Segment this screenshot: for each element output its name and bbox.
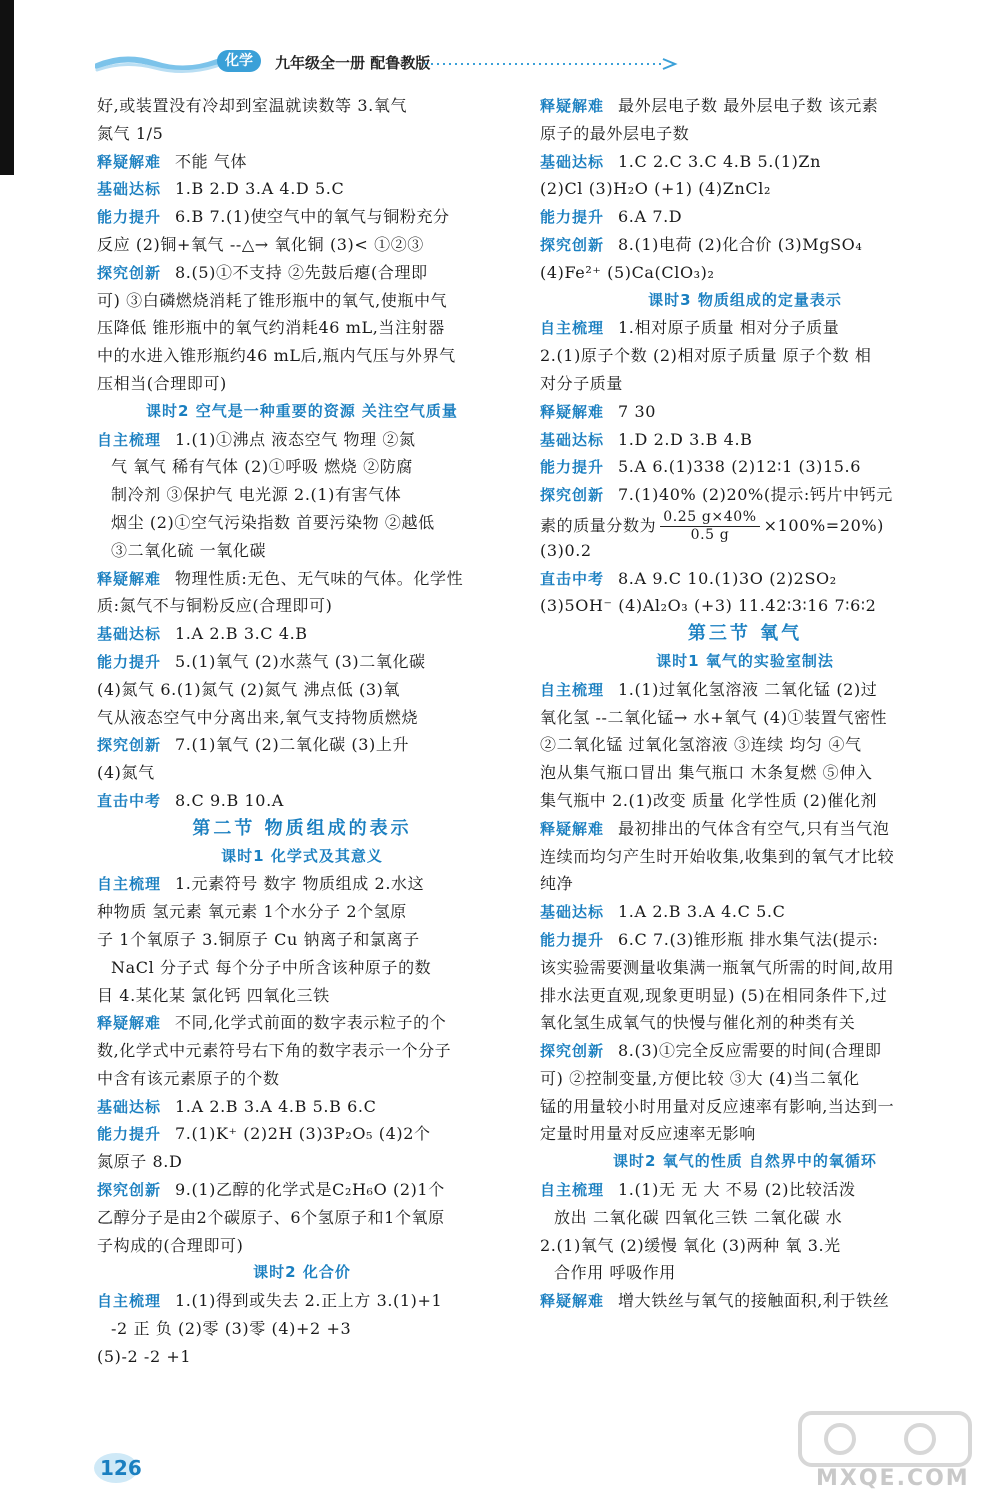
answer-line bbox=[540, 704, 950, 732]
answer-text: 1.(1)过氧化氢溶液 二氧化锰 (2)过 bbox=[618, 679, 878, 699]
category-label: 能力提升 bbox=[540, 458, 605, 477]
answer-line bbox=[540, 203, 950, 231]
answer-line bbox=[97, 898, 507, 926]
answer-text: 中含有该元素原子的个数 bbox=[97, 1068, 280, 1088]
lesson-heading: 课时2 化合价 bbox=[253, 1263, 351, 1282]
answer-text: 8.A 9.C 10.(1)3O (2)2SO₂ bbox=[618, 568, 837, 588]
answer-line bbox=[97, 1343, 507, 1371]
answer-text: -2 正 负 (2)零 (3)零 (4)+2 +3 bbox=[111, 1319, 352, 1339]
answer-line bbox=[540, 314, 950, 342]
fraction-numerator: 0.25 g×40% bbox=[660, 509, 759, 527]
answer-line bbox=[540, 954, 950, 982]
category-label: 基础达标 bbox=[97, 1097, 162, 1116]
answer-text: 1.A 2.B 3.C 4.B bbox=[175, 624, 308, 644]
answer-line bbox=[97, 481, 507, 509]
answer-text: 1.D 2.D 3.B 4.B bbox=[618, 429, 753, 449]
answer-text: 8.C 9.B 10.A bbox=[175, 790, 284, 810]
answer-text: 物理性质:无色、无气味的气体。化学性 bbox=[175, 568, 464, 588]
answer-line bbox=[540, 370, 950, 398]
answer-line bbox=[97, 259, 507, 287]
answer-line bbox=[97, 592, 507, 620]
lesson-heading: 课时3 物质组成的定量表示 bbox=[648, 290, 842, 309]
section-heading: 第二节 物质组成的表示 bbox=[192, 817, 412, 839]
answer-line bbox=[540, 676, 950, 704]
answer-line bbox=[540, 731, 950, 759]
category-label: 基础达标 bbox=[540, 430, 605, 449]
answer-line bbox=[540, 508, 950, 543]
answer-text: 7.(1)K⁺ (2)2H (3)3P₂O₅ (4)2个 bbox=[175, 1124, 431, 1144]
category-label: 释疑解难 bbox=[540, 819, 605, 838]
answer-text: 素的质量分数为 bbox=[540, 515, 657, 535]
page-header bbox=[95, 44, 695, 84]
category-label: 自主梳理 bbox=[97, 1292, 162, 1311]
answer-text: 6.B 7.(1)使空气中的氧气与铜粉充分 bbox=[175, 207, 450, 227]
lesson-heading: 课时1 氧气的实验室制法 bbox=[656, 651, 834, 670]
answer-text: 8.(5)①不支持 ②先鼓后瘪(合理即 bbox=[175, 262, 428, 282]
answer-line bbox=[540, 481, 950, 509]
answer-line bbox=[97, 148, 507, 176]
answer-text: 该实验需要测量收集满一瓶氧气所需的时间,故用 bbox=[540, 957, 895, 977]
answer-text: 5.A 6.(1)338 (2)12∶1 (3)15.6 bbox=[618, 457, 862, 477]
answer-line bbox=[540, 1009, 950, 1037]
answer-text: 泡从集气瓶口冒出 集气瓶口 木条复燃 ⑤伸入 bbox=[540, 763, 873, 783]
answer-line bbox=[97, 731, 507, 759]
answer-line bbox=[540, 870, 950, 898]
answer-text: 子构成的(合理即可) bbox=[97, 1235, 244, 1255]
answer-text: 质:氮气不与铜粉反应(合理即可) bbox=[97, 596, 333, 616]
answer-line bbox=[97, 1204, 507, 1232]
fraction bbox=[660, 509, 759, 544]
left-answer-column bbox=[97, 92, 507, 1371]
category-label: 释疑解难 bbox=[540, 1292, 605, 1311]
header-dotted-arrow bbox=[425, 58, 685, 70]
answer-text: 集气瓶中 2.(1)改变 质量 化学性质 (2)催化剂 bbox=[540, 790, 878, 810]
answer-text: 合作用 呼吸作用 bbox=[554, 1263, 676, 1283]
answer-line bbox=[97, 1287, 507, 1315]
page-number-text: 126 bbox=[100, 1456, 142, 1480]
answer-line bbox=[540, 926, 950, 954]
category-label: 释疑解难 bbox=[97, 1014, 162, 1033]
category-label: 释疑解难 bbox=[97, 569, 162, 588]
answer-text: 目 4.某化某 氯化钙 四氧化三铁 bbox=[97, 985, 330, 1005]
answer-text: 排水法更直观,现象更明显) (5)在相同条件下,过 bbox=[540, 985, 888, 1005]
answer-text: 2.(1)氧气 (2)缓慢 氧化 (3)两种 氧 3.光 bbox=[540, 1235, 841, 1255]
answer-text: ②二氧化锰 过氧化氢溶液 ③连续 均匀 ④气 bbox=[540, 735, 862, 755]
answer-text: (5)-2 -2 +1 bbox=[97, 1346, 192, 1366]
answer-line bbox=[540, 1037, 950, 1065]
answer-text: (2)Cl (3)H₂O (+1) (4)ZnCl₂ bbox=[540, 179, 771, 199]
answer-text: 氮气 1/5 bbox=[97, 123, 164, 143]
answer-text: 1.A 2.B 3.A 4.B 5.B 6.C bbox=[175, 1096, 377, 1116]
answer-line bbox=[97, 1232, 507, 1260]
answer-text: 7 30 bbox=[618, 401, 657, 421]
answer-text: 放出 二氧化碳 四氧化三铁 二氧化碳 水 bbox=[554, 1207, 843, 1227]
answer-line bbox=[97, 120, 507, 148]
answer-text: 好,或装置没有冷却到室温就读数等 3.氧气 bbox=[97, 96, 408, 115]
answer-text: 反应 (2)铜+氧气 --△→ 氧化铜 (3)< ①②③ bbox=[97, 234, 424, 254]
answer-text: 氧化氢 --二氧化锰→ 水+氧气 (4)①装置气密性 bbox=[540, 707, 888, 727]
answer-line bbox=[97, 203, 507, 231]
answer-line bbox=[540, 148, 950, 176]
answer-line bbox=[540, 398, 950, 426]
answer-line bbox=[97, 565, 507, 593]
answer-text: 8.(3)①完全反应需要的时间(合理即 bbox=[618, 1041, 882, 1061]
answer-text: (3)0.2 bbox=[540, 540, 592, 560]
answer-line bbox=[97, 1065, 507, 1093]
category-label: 自主梳理 bbox=[97, 430, 162, 449]
section-heading: 第三节 氧气 bbox=[687, 623, 803, 645]
answer-line bbox=[540, 120, 950, 148]
category-label: 直击中考 bbox=[97, 791, 162, 810]
answer-text: 9.(1)乙醇的化学式是C₂H₆O (2)1个 bbox=[175, 1180, 445, 1200]
answer-line bbox=[97, 926, 507, 954]
category-label: 直击中考 bbox=[540, 569, 605, 588]
answer-line bbox=[97, 370, 507, 398]
answer-text: 可) ②控制变量,方便比较 ③大 (4)当二氧化 bbox=[540, 1068, 860, 1088]
answer-text: 子 1个氧原子 3.铜原子 Cu 钠离子和氯离子 bbox=[97, 929, 420, 949]
answer-line bbox=[97, 231, 507, 259]
answer-line bbox=[540, 426, 950, 454]
answer-text: (4)氮气 6.(1)氮气 (2)氮气 沸点低 (3)氧 bbox=[97, 679, 401, 699]
answer-text: 种物质 氢元素 氧元素 1个水分子 2个氢原 bbox=[97, 902, 407, 922]
answer-text: 1.C 2.C 3.C 4.B 5.(1)Zn bbox=[618, 151, 822, 171]
category-label: 自主梳理 bbox=[540, 680, 605, 699]
answer-line bbox=[97, 787, 507, 815]
answer-line bbox=[97, 1315, 507, 1343]
answer-text: 气 氧气 稀有气体 (2)①呼吸 燃烧 ②防腐 bbox=[111, 457, 413, 477]
answer-text: 增大铁丝与氧气的接触面积,利于铁丝 bbox=[618, 1291, 890, 1311]
answer-text: 对分子质量 bbox=[540, 373, 624, 393]
answer-line bbox=[540, 1120, 950, 1148]
answer-text: 7.(1)40% (2)20%(提示:钙片中钙元 bbox=[618, 485, 893, 505]
answer-line bbox=[97, 1037, 507, 1065]
fraction-denominator: 0.5 g bbox=[690, 526, 730, 543]
answer-text: 最外层电子数 最外层电子数 该元素 bbox=[618, 96, 879, 115]
lesson-heading: 课时1 化学式及其意义 bbox=[221, 846, 383, 865]
lesson-heading: 课时2 氧气的性质 自然界中的氧循环 bbox=[613, 1152, 877, 1171]
answer-text: 数,化学式中元素符号右下角的数字表示一个分子 bbox=[97, 1041, 452, 1061]
lesson-heading: 课时2 空气是一种重要的资源 关注空气质量 bbox=[146, 401, 458, 420]
answer-line bbox=[540, 815, 950, 843]
answer-line bbox=[97, 453, 507, 481]
answer-line bbox=[540, 759, 950, 787]
answer-line bbox=[540, 787, 950, 815]
category-label: 基础达标 bbox=[97, 180, 162, 199]
answer-text: 氮原子 8.D bbox=[97, 1152, 183, 1172]
answer-line bbox=[540, 843, 950, 871]
answer-line bbox=[540, 1176, 950, 1204]
answer-line bbox=[97, 954, 507, 982]
answer-line bbox=[540, 453, 950, 481]
answer-text: (4)氮气 bbox=[97, 763, 155, 783]
answer-text: 1.相对原子质量 相对分子质量 bbox=[618, 318, 840, 338]
answer-line bbox=[540, 592, 950, 620]
answer-line bbox=[97, 759, 507, 787]
category-label: 能力提升 bbox=[540, 208, 605, 227]
answer-line bbox=[540, 231, 950, 259]
category-label: 探究创新 bbox=[540, 1042, 605, 1061]
answer-line bbox=[540, 898, 950, 926]
answer-text: 1.(1)①沸点 液态空气 物理 ②氮 bbox=[175, 429, 416, 449]
answer-line bbox=[97, 509, 507, 537]
answer-text: NaCl 分子式 每个分子中所含该种原子的数 bbox=[111, 957, 432, 977]
answer-text: 原子的最外层电子数 bbox=[540, 123, 690, 143]
answer-line bbox=[97, 537, 507, 565]
answer-text: 1.元素符号 数字 物质组成 2.水这 bbox=[175, 874, 425, 894]
answer-text: 最初排出的气体含有空气,只有当气泡 bbox=[618, 818, 890, 838]
answer-line bbox=[540, 342, 950, 370]
category-label: 释疑解难 bbox=[540, 402, 605, 421]
answer-text: 定量时用量对反应速率无影响 bbox=[540, 1124, 756, 1144]
answer-text: 6.A 7.D bbox=[618, 207, 683, 227]
answer-line bbox=[540, 92, 950, 120]
answer-line bbox=[97, 620, 507, 648]
answer-line bbox=[540, 982, 950, 1010]
answer-text: 1.(1)得到或失去 2.正上方 3.(1)+1 bbox=[175, 1291, 443, 1311]
answer-line bbox=[540, 1093, 950, 1121]
answer-text: ③二氧化硫 一氧化碳 bbox=[111, 540, 267, 560]
answer-line bbox=[97, 342, 507, 370]
category-label: 基础达标 bbox=[540, 903, 605, 922]
answer-text: 7.(1)氧气 (2)二氧化碳 (3)上升 bbox=[175, 735, 410, 755]
category-label: 能力提升 bbox=[97, 652, 162, 671]
category-label: 探究创新 bbox=[97, 1181, 162, 1200]
watermark-text: MXQE.COM bbox=[816, 1466, 970, 1491]
answer-line bbox=[97, 287, 507, 315]
category-label: 探究创新 bbox=[97, 736, 162, 755]
page-number bbox=[94, 1450, 140, 1486]
answer-line bbox=[97, 1009, 507, 1037]
answer-text: 不能 气体 bbox=[175, 151, 248, 171]
answer-line bbox=[540, 175, 950, 203]
answer-text: 乙醇分子是由2个碳原子、6个氢原子和1个氧原 bbox=[97, 1207, 445, 1227]
category-label: 自主梳理 bbox=[540, 1181, 605, 1200]
category-label: 自主梳理 bbox=[97, 875, 162, 894]
category-label: 释疑解难 bbox=[97, 152, 162, 171]
answer-line bbox=[97, 1120, 507, 1148]
answer-line bbox=[97, 1148, 507, 1176]
answer-text: 压相当(合理即可) bbox=[97, 373, 227, 393]
answer-line bbox=[540, 1065, 950, 1093]
answer-line bbox=[540, 1287, 950, 1315]
book-spine-edge bbox=[0, 0, 14, 175]
category-label: 探究创新 bbox=[540, 235, 605, 254]
answer-line bbox=[97, 676, 507, 704]
right-answer-column bbox=[540, 92, 950, 1315]
subject-badge: 化学 bbox=[217, 50, 261, 72]
answer-text: 6.C 7.(3)锥形瓶 排水集气法(提示: bbox=[618, 929, 879, 949]
header-wave-decoration bbox=[95, 52, 220, 76]
answer-text: 8.(1)电荷 (2)化合价 (3)MgSO₄ bbox=[618, 234, 863, 254]
answer-line bbox=[97, 1093, 507, 1121]
answer-text: 压降低 锥形瓶中的氧气约消耗46 mL,当注射器 bbox=[97, 318, 445, 338]
answer-line bbox=[97, 982, 507, 1010]
answer-line bbox=[97, 426, 507, 454]
answer-text: 纯净 bbox=[540, 874, 574, 894]
answer-text: 5.(1)氧气 (2)水蒸气 (3)二氧化碳 bbox=[175, 651, 426, 671]
answer-text: 2.(1)原子个数 (2)相对原子质量 原子个数 相 bbox=[540, 346, 872, 366]
answer-text: 烟尘 (2)①空气污染指数 首要污染物 ②越低 bbox=[111, 512, 435, 532]
book-title: 九年级全一册 配鲁教版 bbox=[275, 54, 431, 72]
answer-text: 可) ③白磷燃烧消耗了锥形瓶中的氧气,使瓶中气 bbox=[97, 290, 448, 310]
category-label: 释疑解难 bbox=[540, 97, 605, 115]
answer-line bbox=[540, 1259, 950, 1287]
answer-line bbox=[540, 565, 950, 593]
answer-line bbox=[97, 870, 507, 898]
category-label: 基础达标 bbox=[97, 625, 162, 644]
answer-line bbox=[97, 648, 507, 676]
answer-line bbox=[540, 259, 950, 287]
category-label: 能力提升 bbox=[540, 930, 605, 949]
answer-text: 制冷剂 ③保护气 电光源 2.(1)有害气体 bbox=[111, 485, 402, 505]
category-label: 探究创新 bbox=[540, 486, 605, 505]
answer-line bbox=[97, 92, 507, 120]
category-label: 能力提升 bbox=[97, 1125, 162, 1144]
answer-text: ×100%=20%) bbox=[763, 515, 884, 535]
answer-text: 1.A 2.B 3.A 4.C 5.C bbox=[618, 902, 786, 922]
category-label: 基础达标 bbox=[540, 152, 605, 171]
answer-line bbox=[97, 314, 507, 342]
answer-text: 连续而均匀产生时开始收集,收集到的氧气才比较 bbox=[540, 846, 895, 866]
answer-text: 中的水进入锥形瓶约46 mL后,瓶内气压与外界气 bbox=[97, 346, 456, 366]
answer-line bbox=[97, 704, 507, 732]
answer-text: 气从液态空气中分离出来,氧气支持物质燃烧 bbox=[97, 707, 419, 727]
answer-text: 锰的用量较小时用量对反应速率有影响,当达到一 bbox=[540, 1096, 895, 1116]
answer-text: 氧化氢生成氧气的快慢与催化剂的种类有关 bbox=[540, 1013, 856, 1033]
answer-line bbox=[97, 175, 507, 203]
answer-line bbox=[540, 1204, 950, 1232]
answer-line bbox=[97, 1176, 507, 1204]
answer-text: 1.B 2.D 3.A 4.D 5.C bbox=[175, 179, 345, 199]
category-label: 能力提升 bbox=[97, 208, 162, 227]
category-label: 自主梳理 bbox=[540, 319, 605, 338]
category-label: 探究创新 bbox=[97, 263, 162, 282]
answer-line bbox=[540, 1232, 950, 1260]
answer-text: 1.(1)无 无 大 不易 (2)比较活泼 bbox=[618, 1180, 856, 1200]
answer-text: (3)5OH⁻ (4)Al₂O₃ (+3) 11.42∶3∶16 7∶6∶2 bbox=[540, 596, 877, 616]
answer-text: 不同,化学式前面的数字表示粒子的个 bbox=[175, 1013, 447, 1033]
answer-text: (4)Fe²⁺ (5)Ca(ClO₃)₂ bbox=[540, 262, 715, 282]
